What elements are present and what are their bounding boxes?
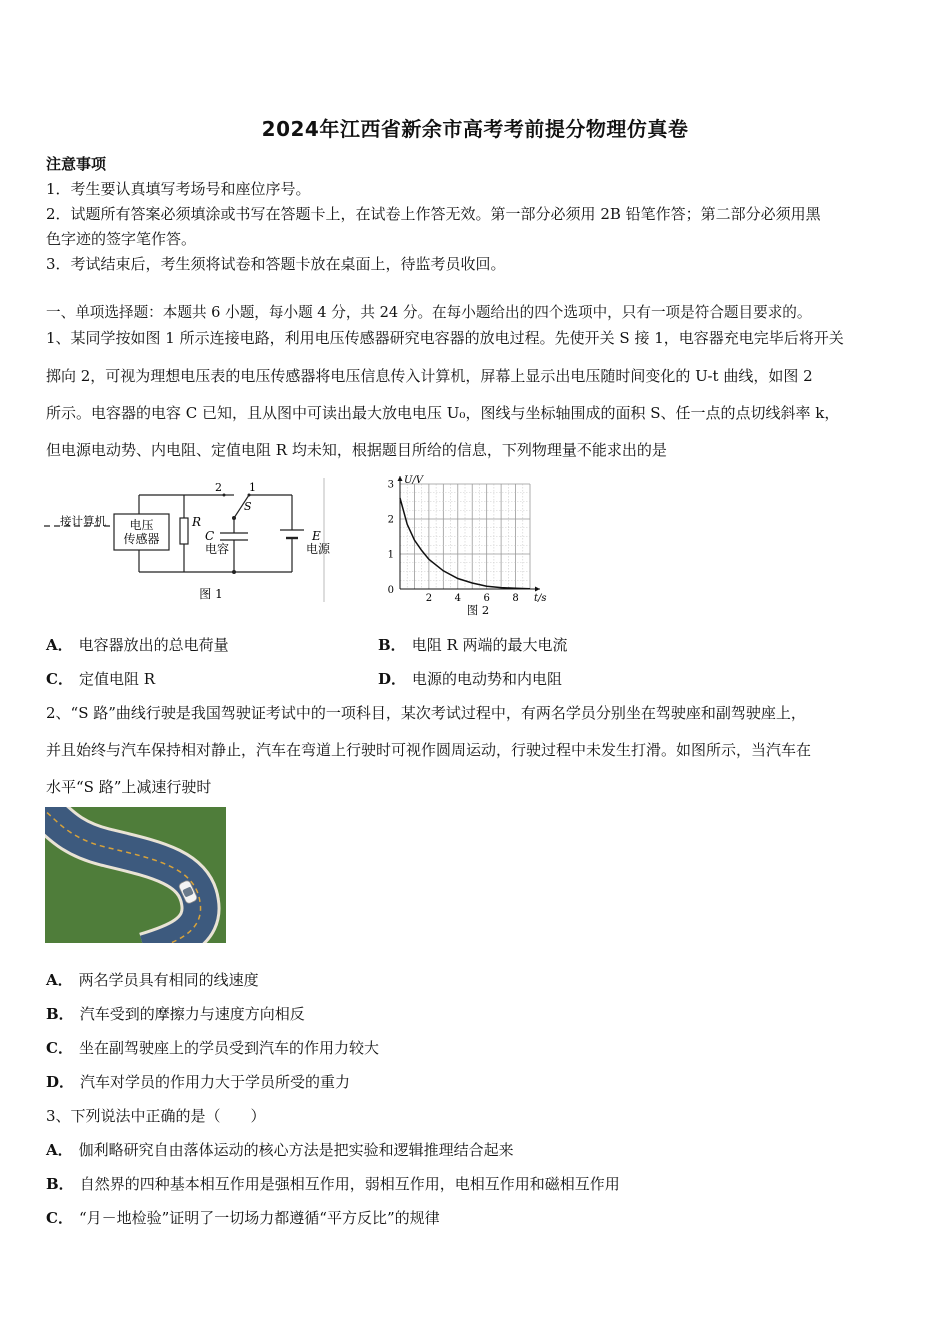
figure-1-caption: 图 1 [199,587,223,601]
junction-dot [232,570,236,574]
question-1-line: 掷向 2，可视为理想电压表的电压传感器将电压信息传入计算机，屏幕上显示出电压随时间变化的 U-t 曲线，如图 2 [46,367,813,385]
sensor-label: 传感器 [123,532,160,546]
notice-item: 色字迹的签字笔作答。 [46,230,197,248]
option-c[interactable]: C． “月－地检验”证明了一切场力都遵循“平方反比”的规律 [46,1209,440,1227]
notice-heading: 注意事项 [46,155,107,173]
chart-grid [400,484,530,589]
y-axis-label: U/V [404,475,424,486]
option-a[interactable]: A． 伽利略研究自由落体运动的核心方法是把实验和逻辑推理结合起来 [46,1141,514,1159]
circuit-figure [44,478,334,608]
option-b[interactable]: B． 汽车受到的摩擦力与速度方向相反 [46,1005,305,1023]
x-tick-label: 8 [512,593,519,604]
emf-label: E [312,529,321,543]
option-a[interactable]: A． 电容器放出的总电荷量 [46,636,229,654]
figure-2-caption: 图 2 [466,603,490,617]
option-c[interactable]: C． 定值电阻 R [46,670,156,688]
x-axis-arrow [535,587,540,592]
section-heading: 一、单项选择题：本题共 6 小题，每小题 4 分，共 24 分。在每小题给出的四个选项中，只有一项是符合题目要求的。 [46,304,812,321]
resistor-label: R [192,515,202,529]
chart-axes [398,476,541,592]
notice-item: 2．试题所有答案必须填涂或书写在答题卡上，在试卷上作答无效。第一部分必须用 2B 铅笔作答；第二部分必须用黑 [46,205,821,223]
switch-position-2: 2 [215,481,222,494]
question-2-line: 2、“S 路”曲线行驶是我国驾驶证考试中的一项科目，某次考试过程中，有两名学员分别坐在驾驶座和副驾驶座上， [46,704,806,722]
question-1-line: 1、某同学按如图 1 所示连接电路，利用电压传感器研究电容器的放电过程。先使开关 S 接 1，电容器充电完毕后将开关 [46,329,844,347]
notice-item: 1．考生要认真填写考场号和座位序号。 [46,180,311,198]
y-tick-label: 1 [387,549,394,561]
computer-label: 接计算机 [60,514,106,528]
switch-pivot [232,516,236,520]
sensor-label: 电压 [129,518,154,532]
switch-label: S [244,500,252,513]
x-tick-label: 4 [454,593,461,604]
y-axis-arrow [398,476,403,481]
voltage-time-chart [378,474,558,622]
question-3-stem: 3、下列说法中正确的是（ ） [46,1107,266,1125]
option-b[interactable]: B． 电阻 R 两端的最大电流 [378,636,568,654]
capacitor-name: 电容 [205,542,230,556]
question-2-line: 水平“S 路”上减速行驶时 [46,778,212,796]
option-a[interactable]: A． 两名学员具有相同的线速度 [46,971,259,989]
x-tick-label: 2 [425,593,433,604]
capacitor-label: C [205,529,215,543]
contact-2 [223,494,226,497]
option-b[interactable]: B． 自然界的四种基本相互作用是强相互作用，弱相互作用，电相互作用和磁相互作用 [46,1175,620,1193]
notice-item: 3．考试结束后，考生须将试卷和答题卡放在桌面上，待监考员收回。 [46,255,506,273]
question-2-line: 并且始终与汽车保持相对静止，汽车在弯道上行驶时可视作圆周运动，行驶过程中未发生打滑。如图所示，当汽车在 [46,741,812,759]
s-road-image [45,807,226,943]
option-c[interactable]: C． 坐在副驾驶座上的学员受到汽车的作用力较大 [46,1039,379,1057]
y-tick-label: 3 [387,479,394,491]
x-tick-label: 6 [483,593,490,604]
x-axis-label: t/s [534,593,547,604]
origin-label: 0 [387,585,394,596]
option-d[interactable]: D． 电源的电动势和内电阻 [378,670,563,688]
y-tick-label: 2 [387,514,394,526]
question-1-line: 所示。电容器的电容 C 已知，且从图中可读出最大放电电压 U₀，图线与坐标轴围成的面积 S、任一点的点切线斜率 k， [46,404,840,422]
source-name: 电源 [306,542,331,556]
switch-position-1: 1 [249,481,256,494]
question-1-line: 但电源电动势、内电阻、定值电阻 R 均未知，根据题目所给的信息，下列物理量不能求出的是 [46,441,667,459]
page-title: 2024年江西省新余市高考考前提分物理仿真卷 [261,117,689,141]
option-d[interactable]: D． 汽车对学员的作用力大于学员所受的重力 [46,1073,351,1091]
